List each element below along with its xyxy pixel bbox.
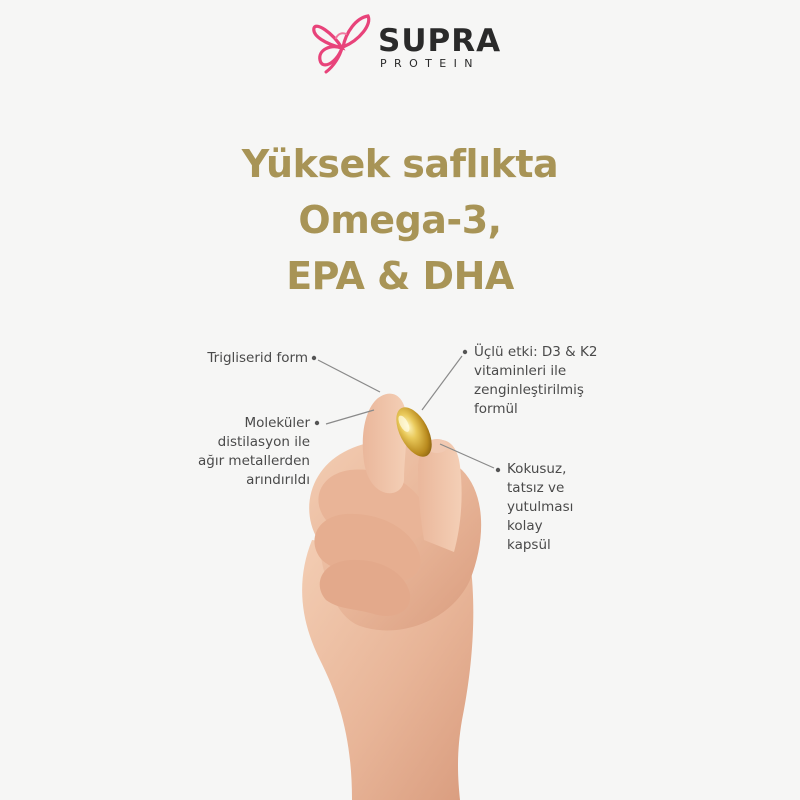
brand-subtitle: PROTEIN (380, 57, 480, 70)
headline-line: EPA & DHA (286, 254, 514, 298)
annotation-line: arındırıldı (246, 472, 310, 488)
annotation-line: Kokusuz, (507, 461, 567, 477)
annotation-line: tatsız ve (507, 480, 565, 496)
annotation-line: formül (474, 401, 518, 417)
annotation-triple-effect (474, 343, 597, 419)
annotation-line: ağır metallerden (197, 453, 310, 469)
annotation-line: vitaminleri ile (474, 363, 567, 379)
annotation-line: kapsül (507, 537, 551, 553)
brand-name: SUPRA (378, 23, 502, 59)
annotation-line: kolay (507, 518, 543, 534)
annotation-distillation (198, 414, 310, 490)
annotation-line: distilasyon ile (217, 434, 310, 450)
annotation-line: Üçlü etki: D3 & K2 (474, 344, 598, 360)
annotation-line: yutulması (507, 499, 574, 515)
annotation-line: Moleküler (244, 415, 310, 431)
annotation-triglyceride (207, 349, 308, 368)
headline-line: Yüksek saflıkta (241, 142, 559, 186)
headline-line: Omega-3, (298, 198, 502, 242)
annotation-capsule (507, 460, 573, 555)
annotation-line: Trigliserid form (207, 350, 308, 366)
annotation-line: zenginleştirilmiş (474, 382, 584, 398)
